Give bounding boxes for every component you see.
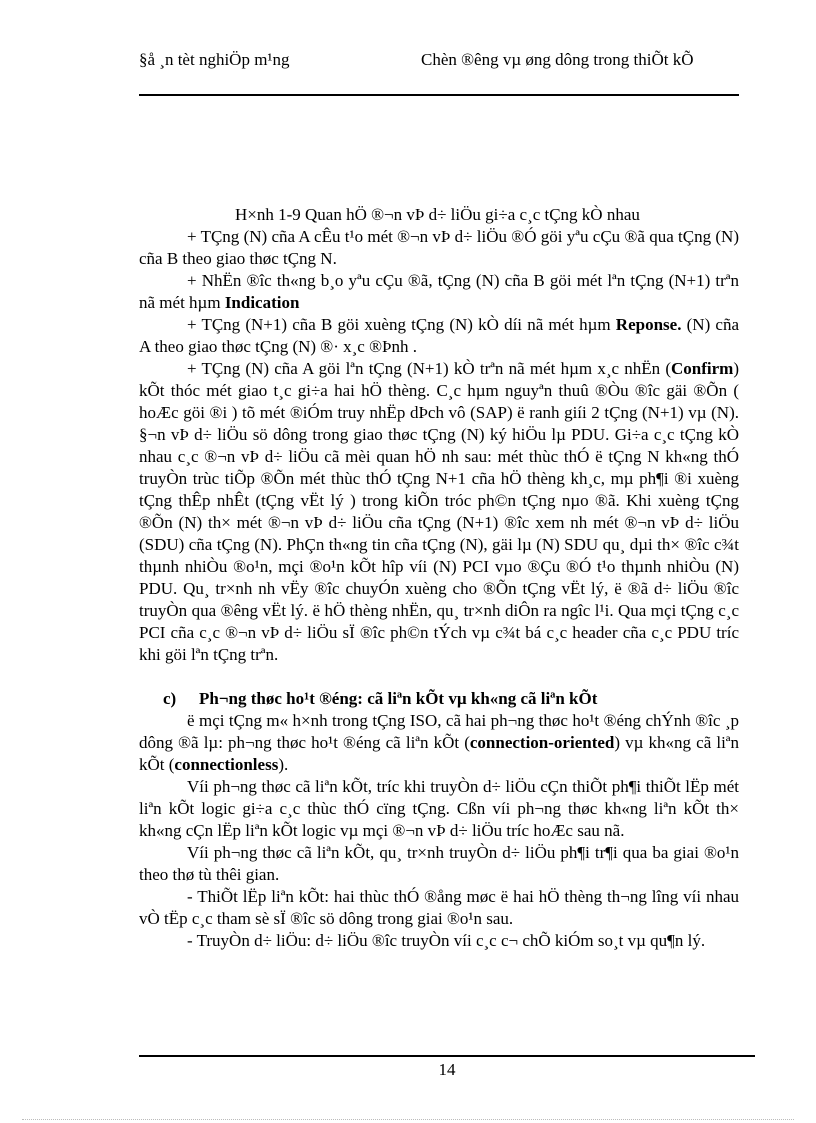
header-left-title: §å ¸n tèt nghiÖp m¹ng [139, 50, 290, 69]
paragraph-4 [139, 358, 739, 666]
page-bottom-dotted-line [22, 1119, 794, 1120]
paragraph-3-text-after: (N) cña A theo giao thøc tÇng (N) ®· x¸c ®Þnh . [139, 315, 739, 356]
paragraph-3-bold: Reponse. [615, 315, 682, 334]
paragraph-5-bold-1: connection-oriented [469, 733, 615, 752]
section-heading-label: c) [163, 689, 177, 708]
paragraph-5-text-3: ). [278, 755, 289, 774]
paragraph-2 [139, 270, 739, 314]
paragraph-5-text-1: ë mçi tÇng m« h×nh trong tÇng ISO, cã hai ph¬ng thøc ho¹t ®éng chÝnh ®îc ¸p dông ®ã lµ: ph¬ng thøc ho¹t ®éng cã liªn kÕt ( [139, 711, 739, 752]
paragraph-3-text: + TÇng (N+1) cña B göi xuèng tÇng (N) kÒ díi nã mét hµm [187, 315, 616, 334]
paragraph-2-bold: Indication [224, 293, 300, 312]
paragraph-4-text: + TÇng (N) cña A göi lªn tÇng (N+1) kÒ trªn nã mét hµm x¸c nhËn ( [187, 359, 671, 378]
paragraph-4-bold: Confirm [671, 359, 734, 378]
paragraph-5-bold-2: connectionless [174, 755, 279, 774]
paragraph-7: Víi ph¬ng thøc cã liªn kÕt, qu¸ tr×nh truyÒn d÷ liÖu ph¶i tr¶i qua ba giai ®o¹n theo thø tù thêi gian. [139, 843, 739, 884]
body-text [139, 204, 739, 952]
paragraph-5-text-2: ) vµ kh«ng cã liªn kÕt ( [139, 733, 739, 774]
section-heading [139, 688, 739, 710]
paragraph-3 [139, 314, 739, 358]
paragraph-5 [139, 710, 739, 776]
page-number: 14 [438, 1060, 456, 1079]
header-right-title: Chèn ®êng vµ øng dông trong thiÕt kÕ [421, 50, 694, 69]
paragraph-6: Víi ph¬ng thøc cã liªn kÕt, tríc khi truyÒn d÷ liÖu cÇn thiÕt ph¶i thiÕt lËp mét liªn kÕt logic gi÷a c¸c thùc thÓ cïng tÇng. Cßn víi ph¬ng thøc kh«ng liªn kÕt th× kh«ng cÇn lËp liªn kÕt logic vµ mçi ®¬n vÞ d÷ liÖu tríc hoÆc sau nã. [139, 777, 739, 840]
paragraph-4-text-after: ) kÕt thóc mét giao t¸c gi÷a hai hÖ thèng. C¸c hµm nguyªn thuû ®Òu ®îc gäi ®Õn ( hoÆc göi ®i ) tõ mét ®iÓm truy nhËp dÞch vô (SAP) ë ranh giíi 2 tÇng (N+1) vµ (N). §¬n vÞ d÷ liÖu sö dông trong giao thøc tÇng (N) ký hiÖu lµ PDU. Gi÷a c¸c tÇng kÒ nhau c¸c ®¬n vÞ d÷ liÖu cã mèi quan hÖ nh sau: mét thùc thÓ ë tÇng N kh«ng thÓ truyÒn trùc tiÕp ®Õn mét thùc thÓ tÇng N+1 cña hÖ thèng kh¸c, mµ ph¶i ®i xuèng tÇng thÊp nhÊt (tÇng vËt lý ) trong kiÕn tróc ph©n tÇng nµo ®ã. Khi xuèng tÇng ®Õn (N) th× mét ®¬n vÞ d÷ liÖu cña tÇng (N+1) ®îc xem nh mét ®¬n vÞ d÷ liÖu (SDU) cña tÇng (N). PhÇn th«ng tin cña tÇng (N), gäi lµ (N) SDU qu¸ dµi th× ®îc c¾t thµnh nhiÒu ®o¹n, mçi ®o¹n kÕt hîp víi (N) PCI vµo ®Çu ®Ó t¹o thµnh nhiÒu (N) PDU. Qu¸ tr×nh nh vËy ®îc chuyÓn xuèng cho ®Õn tÇng vËt lý, ë ®ã d÷ liÖu ®îc truyÒn qua ®êng vËt lý. ë hÖ thèng nhËn, qu¸ tr×nh diÔn ra ngîc l¹i. Qua mçi tÇng c¸c PCI cña c¸c ®¬n vÞ d÷ liÖu sÏ ®îc ph©n tÝch vµ c¾t bá c¸c header cña c¸c PDU tríc khi göi lªn tÇng trªn. [139, 359, 739, 664]
paragraph-1: + TÇng (N) cña A cÊu t¹o mét ®¬n vÞ d÷ liÖu ®Ó göi yªu cÇu ®ã qua tÇng (N) cña B theo giao thøc tÇng N. [139, 227, 739, 268]
figure-caption: H×nh 1-9 Quan hÖ ®¬n vÞ d÷ liÖu gi÷a c¸c tÇng kÒ nhau [235, 205, 640, 224]
paragraph-8: - ThiÕt lËp liªn kÕt: hai thùc thÓ ®ång møc ë hai hÖ thèng th¬ng lîng víi nhau vÒ tËp c¸c tham sè sÏ ®îc sö dông trong giai ®o¹n sau. [139, 887, 739, 928]
footer-rule [139, 1055, 755, 1057]
header-rule [139, 94, 739, 96]
paragraph-2-text: + NhËn ®îc th«ng b¸o yªu cÇu ®ã, tÇng (N) cña B göi mét lªn tÇng (N+1) trªn nã mét hµm [139, 271, 739, 312]
paragraph-9: - TruyÒn d÷ liÖu: d÷ liÖu ®îc truyÒn víi c¸c c¬ chÕ kiÓm so¸t vµ qu¶n lý. [187, 931, 706, 950]
section-heading-text: Ph¬ng thøc ho¹t ®éng: cã liªn kÕt vµ kh«ng cã liªn kÕt [199, 689, 598, 708]
